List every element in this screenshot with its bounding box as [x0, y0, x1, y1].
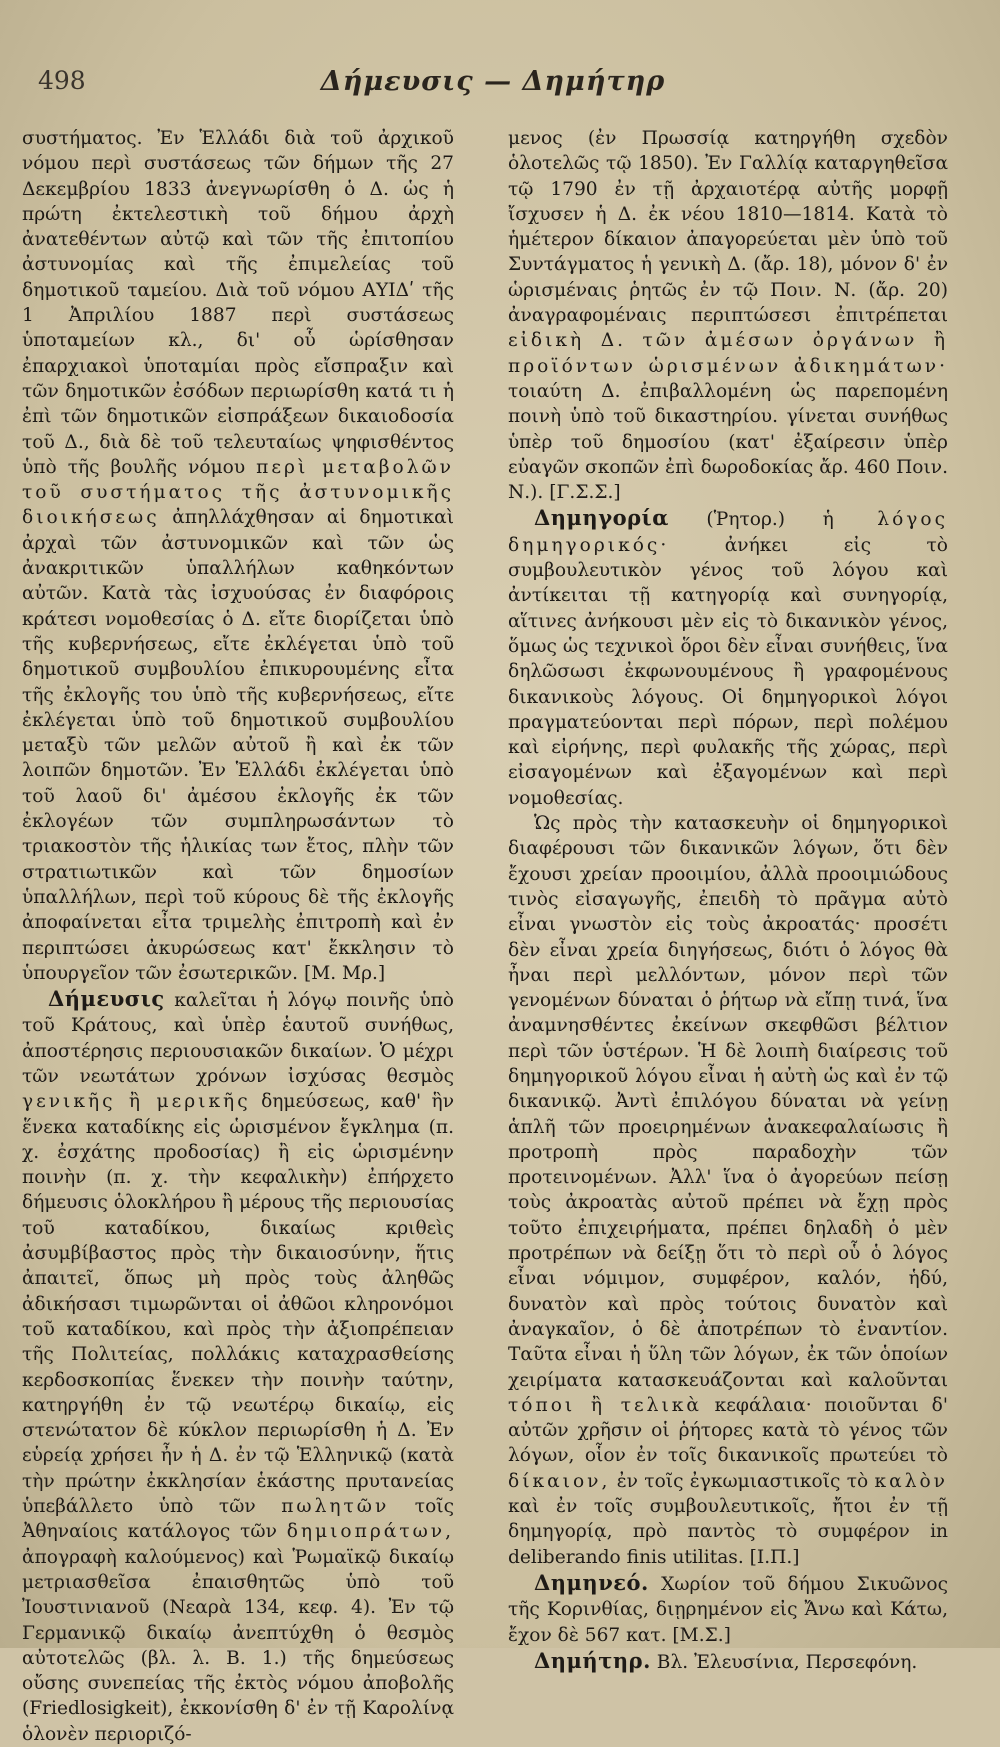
paragraph: συστήματος. Ἐν Ἑλλάδι διὰ τοῦ ἀρχικοῦ νόμου περὶ συστάσεως τῶν δήμων τῆς 27 Δεκεμβρίου 1833 ἀνεγνωρίσθη ὁ Δ. ὡς ἡ πρώτη ἐκτελεστικὴ τοῦ δήμου ἀρχὴ ἀνατεθέντων αὐτῷ καὶ τῶν τῆς ἐπιτοπίου ἀστυνομίας καὶ τῆς ἐπιμελείας τοῦ δημοτικοῦ ταμείου. Διὰ τοῦ νόμου ΑΥΙΔʹ τῆς 1 Ἀπριλίου 1887 περὶ συστάσεως ὑποταμείων κλ., δι' οὗ ὡρίσθησαν ἐπαρχιακοὶ ὑποταμίαι πρὸς εἴσπραξιν καὶ τῶν δημοτικῶν ἐσόδων περιωρίσθη κατά τι ἡ ἐπὶ τῶν δημοτικῶν εἰσπράξεων δικαιοδοσία τοῦ Δ., διὰ δὲ τοῦ τελευταίως ψηφισθέντος ὑπὸ τῆς βουλῆς νόμου [22, 128, 454, 478]
paragraph: κεφάλαια· ποιοῦνται δ' αὐτῶν χρῆσιν οἱ ῥήτορες κατὰ τὸ γένος τῶν λόγων, οἷον ἐν τοῖς δικανικοῖς πρωτεύει τὸ [508, 1394, 948, 1467]
entry-text [508, 126, 948, 505]
spaced-term: τόποι ἢ τελικὰ [508, 1394, 702, 1416]
spaced-term: πωλητῶν [281, 1496, 390, 1518]
paragraph: τοιαύτη Δ. ἐπιβαλλομένη ὡς παρεπομένη ποινὴ ὑπὸ τοῦ δικαστηρίου. γίνεται συνήθως ὑπὲρ τοῦ δημοσίου (κατ' ἐξαίρεσιν ὑπὲρ εὐαγῶν σκοπῶν ἐπὶ δωροδοκίας ἄρ. 460 Ποιν. Ν.). [Γ.Σ.Σ.] [508, 380, 948, 504]
entry-dimitir [508, 1648, 948, 1675]
paragraph: (Ῥητορ.) [706, 509, 786, 531]
entry-dimeusis [22, 986, 454, 1747]
entry-headword: Δημηγορία [534, 505, 669, 531]
paragraph: καὶ ἐν τοῖς συμβουλευτικοῖς, ἤτοι ἐν τῇ δημηγορίᾳ, πρὸ παντὸς τὸ συμφέρον in deliberando finis utilitas. [Ι.Π.] [508, 1496, 948, 1568]
page-header [38, 66, 948, 106]
spaced-term: εἰδικὴ Δ. τῶν ἀμέσων ὀργάνων ἢ προϊόντων ὡρισμένων ἀδικημάτων· [508, 330, 948, 377]
spaced-term: δημιοπράτων, [286, 1521, 454, 1543]
page-number: 498 [38, 66, 86, 95]
entry-headword: Δημηνεό. [534, 1569, 649, 1595]
entry-headword: Δημήτηρ. [534, 1647, 651, 1673]
paragraph: ἀνήκει εἰς τὸ συμβουλευτικὸν γένος τοῦ λόγου καὶ ἀντίκειται τῇ κατηγορίᾳ καὶ συνηγορίᾳ, αἵτινες ἀνήκουσι μὲν εἰς τὸ δικανικὸν γένος, ὅμως ὡς τεχνικοὶ ὅροι δὲν εἶναι συνήθεις, ἵνα δηλῶσωσι ἐκφωνουμένους ἢ γραφομένους δικανικοὺς λόγους. Οἱ δημηγορικοὶ λόγοι πραγματεύονται περὶ πόρων, περὶ πολέμου καὶ εἰρήνης, περὶ φυλακῆς τῆς χώρας, περὶ εἰσαγομένων καὶ ἐξαγομένων καὶ περὶ νομοθεσίας. [508, 534, 948, 809]
paragraph: Χωρίον τοῦ δήμου Σικυῶνος τῆς Κορινθίας, διῃρημένον εἰς Ἄνω καὶ Κάτω, ἔχον δὲ 567 κατ. [Μ.Σ.] [508, 1573, 949, 1646]
right-column [508, 126, 949, 1673]
paragraph: μενος (ἐν Πρωσσίᾳ κατηργήθη σχεδὸν ὁλοτελῶς τῷ 1850). Ἐν Γαλλίᾳ καταργηθεῖσα τῷ 1790 ἐν τῇ ἀρχαιοτέρᾳ αὐτῆς μορφῇ ἴσχυσεν ἡ Δ. ἐκ νέου 1810—1814. Κατὰ τὸ ἡμέτερον δίκαιον ἀπαγορεύεται μὲν ὑπὸ τοῦ Συντάγματος ἡ γενικὴ Δ. (ἄρ. 18), μόνον δ' ἐν ὡρισμέναις ῥητῶς ἐν τῷ Ποιν. Ν. (ἄρ. 20) ἀναγραφομέναις περιπτώσεσι ἐπιτρέπεται [508, 128, 948, 327]
paragraph: ἀπηλλάχθησαν αἱ δημοτικαὶ ἀρχαὶ τῶν ἀστυνομικῶν καὶ τῶν ὡς ἀνακριτικῶν ὑπαλλήλων καθηκόντων αὐτῶν. Κατὰ τὰς ἰσχυούσας ἐν διαφόροις κράτεσι νομοθεσίας ὁ Δ. εἴτε διορίζεται ὑπὸ τῆς κυβερνήσεως, εἴτε ἐκλέγεται ὑπὸ τοῦ δημοτικοῦ συμβουλίου ἐπικυρουμένης εἶτα τῆς ἐκλογῆς του ὑπὸ τῆς κυβερνήσεως, εἴτε ἐκλέγεται ὑπὸ τοῦ δημοτικοῦ συμβουλίου μεταξὺ τῶν μελῶν αὐτοῦ ἢ καὶ ἐκ τῶν λοιπῶν δημοτῶν. Ἐν Ἑλλάδι ἐκλέγεται ὑπὸ τοῦ λαοῦ δι' ἀμέσου ἐκλογῆς ἐκ τῶν ἐκλογέων τῶν συμπληρωσάντων τὸ τριακοστὸν τῆς ἡλικίας των ἔτος, πλὴν τῶν στρατιωτικῶν καὶ τῶν δημοσίων ὑπαλλήλων, περὶ τοῦ κύρους δὲ τῆς ἐκλογῆς ἀποφαίνεται εἶτα τριμελὴς ἐπιτροπὴ καὶ ἐν περιπτώσει ἀκυρώσεως κατ' ἔκκλησιν τὸ ὑπουργεῖον τῶν ἐσωτερικῶν. [Μ. Μρ.] [22, 507, 454, 984]
running-head: Δήμευσις — Δημήτηρ [320, 66, 666, 97]
spaced-term: δίκαιον, [508, 1470, 611, 1492]
paragraph: καλεῖται ἡ λόγῳ ποινῆς ὑπὸ τοῦ Κράτους, καὶ ὑπὲρ ἑαυτοῦ συνήθως, ἀποστέρησις περιουσιακῶν δικαίων. Ὁ μέχρι τῶν νεωτάτων χρόνων ἰσχύσας θεσμὸς [22, 990, 454, 1087]
entry-text [22, 126, 454, 986]
spaced-term: ἡ λόγος δημηγορικός· [508, 509, 948, 556]
paragraph: ἐν τοῖς ἐγκωμιαστικοῖς τὸ [616, 1470, 869, 1492]
entry-dimineo [508, 1570, 948, 1648]
paragraph: δημεύσεως, καθ' ἣν ἕνεκα καταδίκης εἰς ὡρισμένον ἔγκλημα (π. χ. ἐσχάτης προδοσίας) ἢ εἰς ὡρισμένην ποινὴν (π. χ. τὴν κεφαλικὴν) ἐπήρχετο δήμευσις ὁλοκλήρου ἢ μέρους τῆς περιουσίας τοῦ καταδίκου, δικαίως κριθεὶς ἀσυμβίβαστος πρὸς τὴν δικαιοσύνην, ἥτις ἀπαιτεῖ, ὅπως μὴ πρὸς τοὺς ἀληθῶς ἀδικήσασι τιμωρῶνται οἱ ἀθῶοι κληρονόμοι τοῦ καταδίκου, καὶ πρὸς τὴν ἀξιοπρέπειαν τῆς Πολιτείας, πολλάκις καταχρασθείσης κερδοσκοπίας ἕνεκεν τὴν ποινὴν ταύτην, κατηργήθη ἐν τῷ νεωτέρῳ δικαίῳ, εἰς στενώτατον δὲ κύκλον περιωρίσθη ἡ Δ. Ἐν εὑρείᾳ χρήσει ἦν ἡ Δ. ἐν τῷ Ἑλληνικῷ (κατὰ τὴν πρώτην ἐκκλησίαν ἑκάστης πρυτανείας ὑπεβάλλετο ὑπὸ τῶν [22, 1091, 455, 1518]
paragraph: Ὡς πρὸς τὴν κατασκευὴν οἱ δημηγορικοὶ διαφέρουσι τῶν δικανικῶν λόγων, ὅτι δὲν ἔχουσι χρείαν προοιμίου, ἀλλὰ προοιμιώδους τινὸς εἰσαγωγῆς, ἐπειδὴ τὸ πρᾶγμα αὐτὸ εἶναι γνωστὸν εἰς τοὺς ἀκροατάς· προσέτι δὲν εἶναι χρεία διηγήσεως, διότι ὁ λόγος θὰ ἦναι περὶ μελλόντων, μόνον περὶ τῶν γενομένων δύναται ὁ ῥήτωρ νὰ εἴπῃ τινά, ἵνα ἀναμνησθέντες ἐκείνων σκεφθῶσι βέλτιον περὶ τῶν ὑστέρων. Ἡ δὲ λοιπὴ διαίρεσις τοῦ δημηγορικοῦ λόγου εἶναι ἡ αὐτὴ ὡς καὶ ἐν τῷ δικανικῷ. Ἀντὶ ἐπιλόγου δύναται νὰ γείνῃ ἁπλῆ τῶν προειρημένων ἀνακεφαλαίωσις ἢ προτροπὴ πρὸς παραδοχὴν τῶν προτεινομένων. Ἀλλ' ἵνα ὁ ἀγορεύων πείσῃ τοὺς ἀκροατὰς αὐτοῦ πρέπει νὰ ἔχῃ πρὸς τοῦτο ἐπιχειρήματα, πρέπει δηλαδὴ ὁ μὲν προτρέπων νὰ δείξῃ ὅτι τὸ περὶ οὗ ὁ λόγος εἶναι νόμιμον, συμφέρον, καλόν, ἡδύ, δυνατὸν καὶ πρὸς τούτοις δυνατὸν καὶ ἀναγκαῖον, ὁ δὲ ἀποτρέπων τὸ ἐναντίον. Ταῦτα εἶναι ἡ ὕλη τῶν λόγων, ἐκ τῶν ὁποίων χειρίματα κατασκευάζονται καὶ καλοῦνται [508, 813, 948, 1391]
entry-dimigoria [508, 505, 948, 811]
spaced-term: περὶ μεταβολῶν τοῦ συστήματος τῆς ἀστυνομικῆς διοικήσεως [22, 456, 454, 529]
spaced-term: καλὸν [874, 1470, 948, 1492]
spaced-term: γενικῆς ἢ μερικῆς [22, 1091, 251, 1113]
left-column [22, 126, 455, 1745]
entry-headword: Δήμευσις [48, 986, 165, 1012]
paragraph: Βλ. Ἐλευσίνια, Περσεφόνη. [656, 1651, 918, 1673]
paragraph: ἀπογραφὴ καλούμενος) καὶ Ῥωμαϊκῷ δικαίῳ μετριασθεῖσα ἐπαισθητῶς ὑπὸ τοῦ Ἰουστινιανοῦ (Νεαρὰ 134, κεφ. 4). Ἐν τῷ Γερμανικῷ δικαίῳ ἀνεπτύχθη ὁ θεσμὸς αὐτοτελῶς (βλ. λ. Β. 1.) τῆς δημεύσεως οὔσης συνεπείας τῆς ἐκτὸς νόμου ἀποβολῆς (Friedlosigkeit), ἐκκονίσθη δ' ἐν τῇ Καρολίνᾳ ὁλονὲν περιοριζό- [22, 1546, 454, 1745]
paragraph: τοῖς Ἀθηναίοις κατάλογος τῶν [22, 1496, 454, 1543]
paragraph-construction [508, 811, 948, 1570]
